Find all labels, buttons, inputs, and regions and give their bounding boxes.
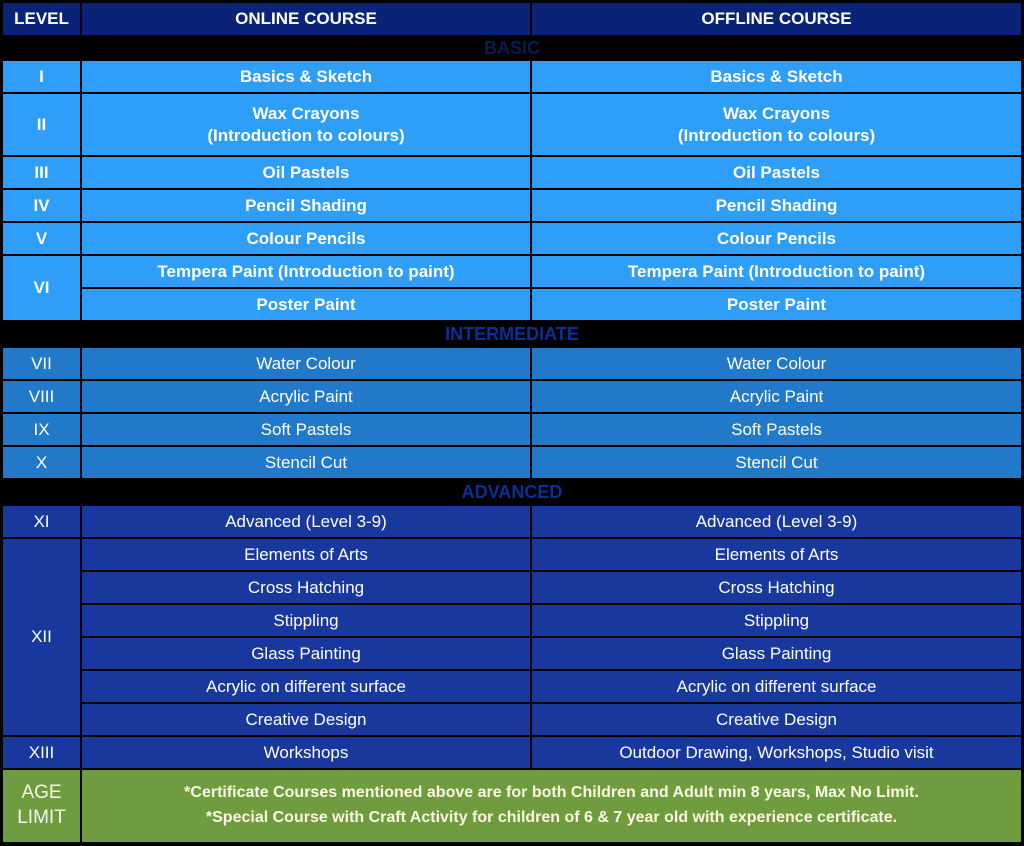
column-header-level: LEVEL	[3, 3, 80, 35]
offline-course-cell: Cross Hatching	[532, 572, 1021, 603]
level-cell-IV: IV	[3, 190, 80, 221]
offline-course-cell: Pencil Shading	[532, 190, 1021, 221]
course-line: (Introduction to colours)	[207, 125, 405, 145]
age-limit-line: AGE	[21, 782, 62, 804]
offline-course-cell: Advanced (Level 3-9)	[532, 506, 1021, 537]
online-course-cell: Tempera Paint (Introduction to paint)	[82, 256, 530, 287]
age-limit-note: *Special Course with Craft Activity for children of 6 & 7 year old with experience certificate.	[205, 809, 898, 826]
online-course-cell: Glass Painting	[82, 638, 530, 669]
online-course-cell: Cross Hatching	[82, 572, 530, 603]
online-course-cell: Advanced (Level 3-9)	[82, 506, 530, 537]
online-course-cell	[82, 94, 530, 155]
offline-course-cell: Poster Paint	[532, 289, 1021, 320]
offline-course-cell: Soft Pastels	[532, 414, 1021, 445]
level-cell-III: III	[3, 157, 80, 188]
online-course-cell: Soft Pastels	[82, 414, 530, 445]
offline-course-cell: Basics & Sketch	[532, 61, 1021, 92]
offline-course-cell: Stippling	[532, 605, 1021, 636]
offline-course-cell: Elements of Arts	[532, 539, 1021, 570]
offline-course-cell: Creative Design	[532, 704, 1021, 735]
level-cell-X: X	[3, 447, 80, 478]
section-header-basic: BASIC	[3, 37, 1021, 59]
online-course-cell: Oil Pastels	[82, 157, 530, 188]
course-line: Wax Crayons	[722, 104, 831, 124]
offline-course-cell: Acrylic on different surface	[532, 671, 1021, 702]
online-course-cell: Poster Paint	[82, 289, 530, 320]
age-limit-note: *Certificate Courses mentioned above are for both Children and Adult min 8 years, Max No Limit.	[184, 784, 919, 802]
age-limit-label	[3, 770, 80, 842]
offline-course-cell: Water Colour	[532, 348, 1021, 379]
section-header-advanced: ADVANCED	[3, 480, 1021, 504]
online-course-cell: Acrylic on different surface	[82, 671, 530, 702]
online-course-cell: Basics & Sketch	[82, 61, 530, 92]
offline-course-cell: Tempera Paint (Introduction to paint)	[532, 256, 1021, 287]
online-course-cell: Pencil Shading	[82, 190, 530, 221]
level-cell-XII: XII	[3, 539, 80, 735]
online-course-cell: Elements of Arts	[82, 539, 530, 570]
column-header-offline-course: OFFLINE COURSE	[532, 3, 1021, 35]
level-cell-XI: XI	[3, 506, 80, 537]
offline-course-cell: Stencil Cut	[532, 447, 1021, 478]
offline-course-cell: Acrylic Paint	[532, 381, 1021, 412]
online-course-cell: Workshops	[82, 737, 530, 768]
level-cell-II: II	[3, 94, 80, 155]
offline-course-cell: Colour Pencils	[532, 223, 1021, 254]
course-line: (Introduction to colours)	[677, 125, 876, 145]
level-cell-IX: IX	[3, 414, 80, 445]
offline-course-cell	[532, 94, 1021, 155]
age-limit-line: LIMIT	[17, 807, 66, 828]
online-course-cell: Creative Design	[82, 704, 530, 735]
offline-course-cell: Outdoor Drawing, Workshops, Studio visit	[532, 737, 1021, 768]
online-course-cell: Acrylic Paint	[82, 381, 530, 412]
offline-course-cell: Glass Painting	[532, 638, 1021, 669]
offline-course-cell: Oil Pastels	[532, 157, 1021, 188]
level-cell-VI: VI	[3, 256, 80, 320]
online-course-cell: Stippling	[82, 605, 530, 636]
level-cell-XIII: XIII	[3, 737, 80, 768]
course-line: Wax Crayons	[252, 104, 360, 124]
section-header-intermediate: INTERMEDIATE	[3, 322, 1021, 346]
level-cell-I: I	[3, 61, 80, 92]
online-course-cell: Stencil Cut	[82, 447, 530, 478]
column-header-online-course: ONLINE COURSE	[82, 3, 530, 35]
online-course-cell: Water Colour	[82, 348, 530, 379]
level-cell-VIII: VIII	[3, 381, 80, 412]
age-limit-notes	[82, 770, 1021, 842]
level-cell-V: V	[3, 223, 80, 254]
online-course-cell: Colour Pencils	[82, 223, 530, 254]
level-cell-VII: VII	[3, 348, 80, 379]
